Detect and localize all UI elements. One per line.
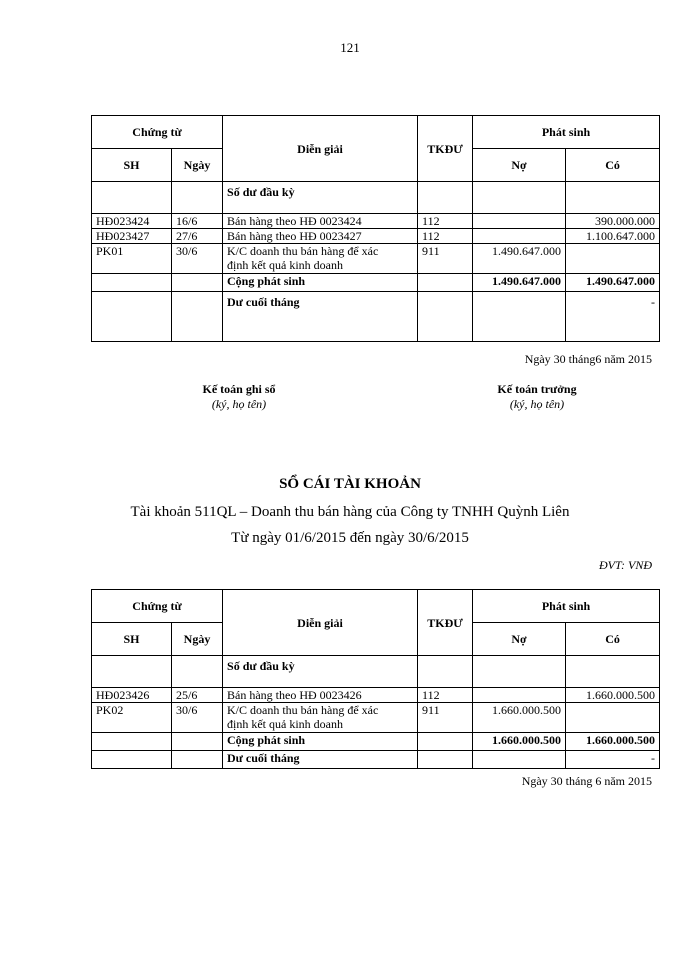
date-line-1: Ngày 30 tháng6 năm 2015 <box>524 352 652 366</box>
table-row: HĐ023426 25/6 Bán hàng theo HĐ 0023426 112 1.660.000.500 <box>92 688 660 703</box>
header-phat-sinh: Phát sinh <box>473 116 660 149</box>
header-dien-giai: Diễn giải <box>223 116 418 182</box>
table-row: HĐ023424 16/6 Bán hàng theo HĐ 0023424 112 390.000.000 <box>92 214 660 229</box>
opening-balance-row <box>92 182 660 214</box>
header-chung-tu: Chứng từ <box>92 116 223 149</box>
closing-balance-row: Dư cuối tháng - <box>92 751 660 769</box>
closing-balance-row: Dư cuối tháng - <box>92 292 660 342</box>
page-number: 121 <box>340 40 360 55</box>
ledger-title: SỔ CÁI TÀI KHOẢN <box>279 476 421 492</box>
opening-balance-label: Số dư đầu kỳ <box>223 656 418 688</box>
header-dien-giai: Diễn giải <box>223 590 418 656</box>
table-row: HĐ023427 27/6 Bán hàng theo HĐ 0023427 112 1.100.647.000 <box>92 229 660 244</box>
header-co: Có <box>566 149 660 182</box>
table-row: PK02 30/6 K/C doanh thu bán hàng để xác định kết quả kinh doanh 911 1.660.000.500 <box>92 703 660 733</box>
signature-accountant: Kế toán ghi sổ (ký, họ tên) <box>202 382 276 411</box>
header-chung-tu: Chứng từ <box>92 590 223 623</box>
header-ngay: Ngày <box>172 623 223 656</box>
header-phat-sinh: Phát sinh <box>473 590 660 623</box>
header-no: Nợ <box>473 623 566 656</box>
opening-balance-row <box>92 656 660 688</box>
header-tkdu: TKĐƯ <box>418 116 473 182</box>
header-co: Có <box>566 623 660 656</box>
date-line-2: Ngày 30 tháng 6 năm 2015 <box>521 774 652 788</box>
currency-unit: ĐVT: VNĐ <box>598 558 652 572</box>
table-row: PK01 30/6 K/C doanh thu bán hàng để xác định kết quả kinh doanh 911 1.490.647.000 <box>92 244 660 274</box>
header-ngay: Ngày <box>172 149 223 182</box>
ledger-period: Từ ngày 01/6/2015 đến ngày 30/6/2015 <box>231 530 469 546</box>
header-sh: SH <box>92 149 172 182</box>
opening-balance-label: Số dư đầu kỳ <box>223 182 418 214</box>
ledger-account: Tài khoản 511QL – Doanh thu bán hàng của Công ty TNHH Quỳnh Liên <box>130 504 570 520</box>
total-row: Cộng phát sinh 1.660.000.500 1.660.000.500 <box>92 733 660 751</box>
header-sh: SH <box>92 623 172 656</box>
ledger-table-1 <box>91 115 660 342</box>
total-row: Cộng phát sinh 1.490.647.000 1.490.647.000 <box>92 274 660 292</box>
header-tkdu: TKĐƯ <box>418 590 473 656</box>
header-no: Nợ <box>473 149 566 182</box>
signature-chief-accountant: Kế toán trưởng (ký, họ tên) <box>497 382 577 411</box>
ledger-table-2 <box>91 589 660 769</box>
